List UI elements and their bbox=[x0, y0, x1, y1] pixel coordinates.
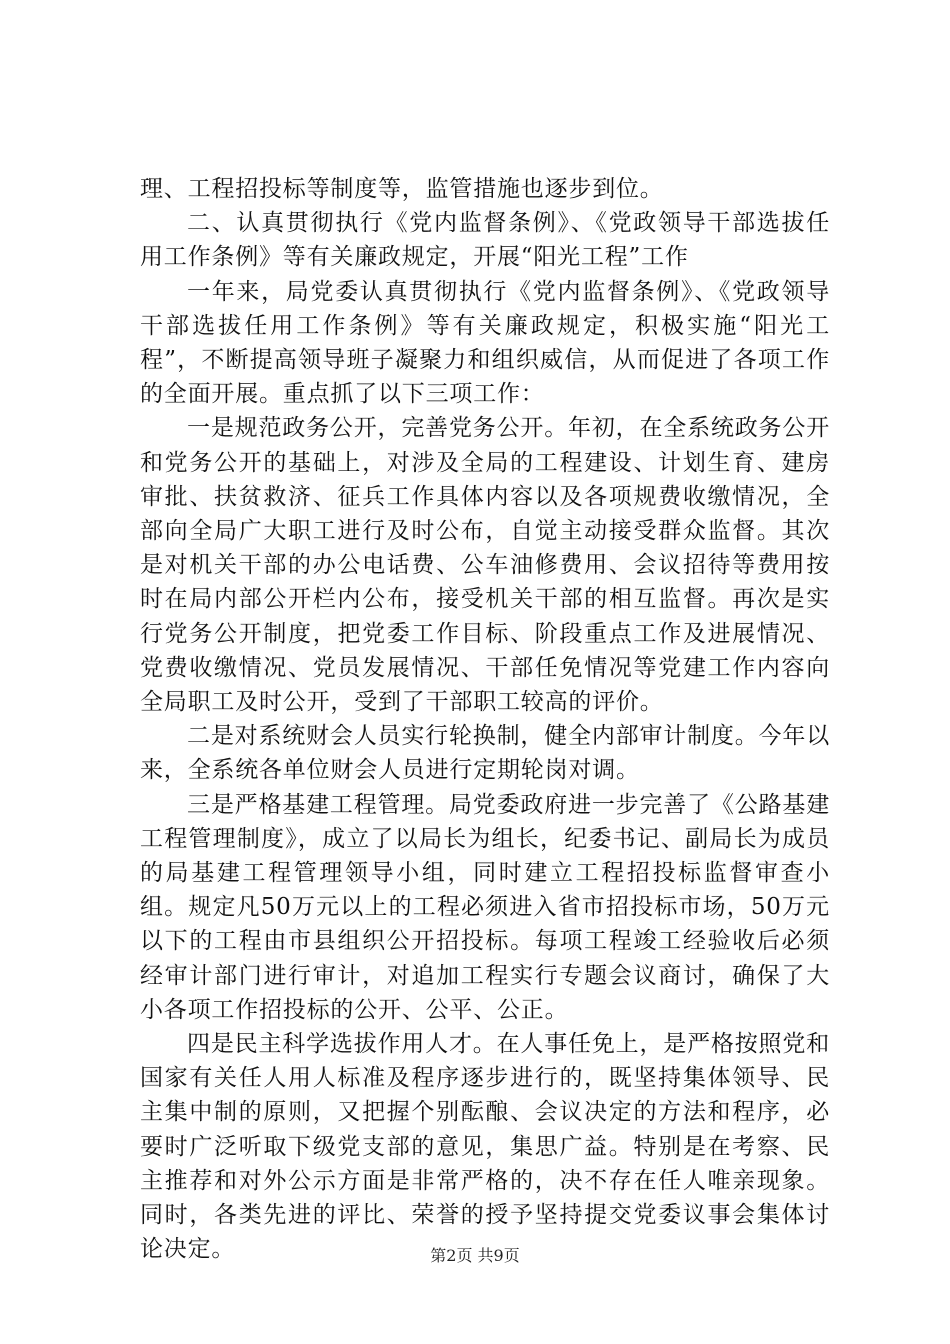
paragraph-intro: 一年来，局党委认真贯彻执行《党内监督条例》、《党政领导干部选拔任用工作条例》等有关廉政规定，积极实施“阳光工程”，不断提高领导班子凝聚力和组织威信，从而促进了各项工作的全面开展。重点抓了以下三项工作： bbox=[140, 278, 830, 408]
paragraph-item-3: 三是严格基建工程管理。局党委政府进一步完善了《公路基建工程管理制度》，成立了以局长为组长，纪委书记、副局长为成员的局基建工程管理领导小组，同时建立工程招投标监督审查小组。规定凡50万元以上的工程必须进入省市招投标市场，50万元以下的工程由市县组织公开招投标。每项工程竣工经验收后必须经审计部门进行审计，对追加工程实行专题会议商讨，确保了大小各项工作招投标的公开、公平、公正。 bbox=[140, 791, 830, 1023]
page-footer: 第2页 共9页 bbox=[430, 1246, 520, 1265]
document-body bbox=[140, 172, 830, 1267]
section-heading: 二、认真贯彻执行《党内监督条例》、《党政领导干部选拔任用工作条例》等有关廉政规定，开展“阳光工程”工作 bbox=[140, 210, 830, 271]
paragraph-item-4: 四是民主科学选拔作用人才。在人事任免上，是严格按照党和国家有关任人用人标准及程序逐步进行的，既坚持集体领导、民主集中制的原则，又把握个别酝酿、会议决定的方法和程序，必要时广泛听取下级党支部的意见，集思广益。特别是在考察、民主推荐和对外公示方面是非常严格的，决不存在任人唯亲现象。同时，各类先进的评比、荣誉的授予坚持提交党委议事会集体讨论决定。 bbox=[140, 1031, 830, 1263]
paragraph-item-1: 一是规范政务公开，完善党务公开。年初，在全系统政务公开和党务公开的基础上，对涉及全局的工程建设、计划生育、建房审批、扶贫救济、征兵工作具体内容以及各项规费收缴情况，全部向全局广大职工进行及时公布，自觉主动接受群众监督。其次是对机关干部的办公电话费、公车油修费用、会议招待等费用按时在局内部公开栏内公布，接受机关干部的相互监督。再次是实行党务公开制度，把党委工作目标、阶段重点工作及进展情况、党费收缴情况、党员发展情况、干部任免情况等党建工作内容向全局职工及时公开，受到了干部职工较高的评价。 bbox=[140, 415, 830, 716]
paragraph-continuation: 理、工程招投标等制度等，监管措施也逐步到位。 bbox=[140, 176, 664, 202]
paragraph-item-2: 二是对系统财会人员实行轮换制，健全内部审计制度。今年以来，全系统各单位财会人员进行定期轮岗对调。 bbox=[140, 723, 830, 784]
